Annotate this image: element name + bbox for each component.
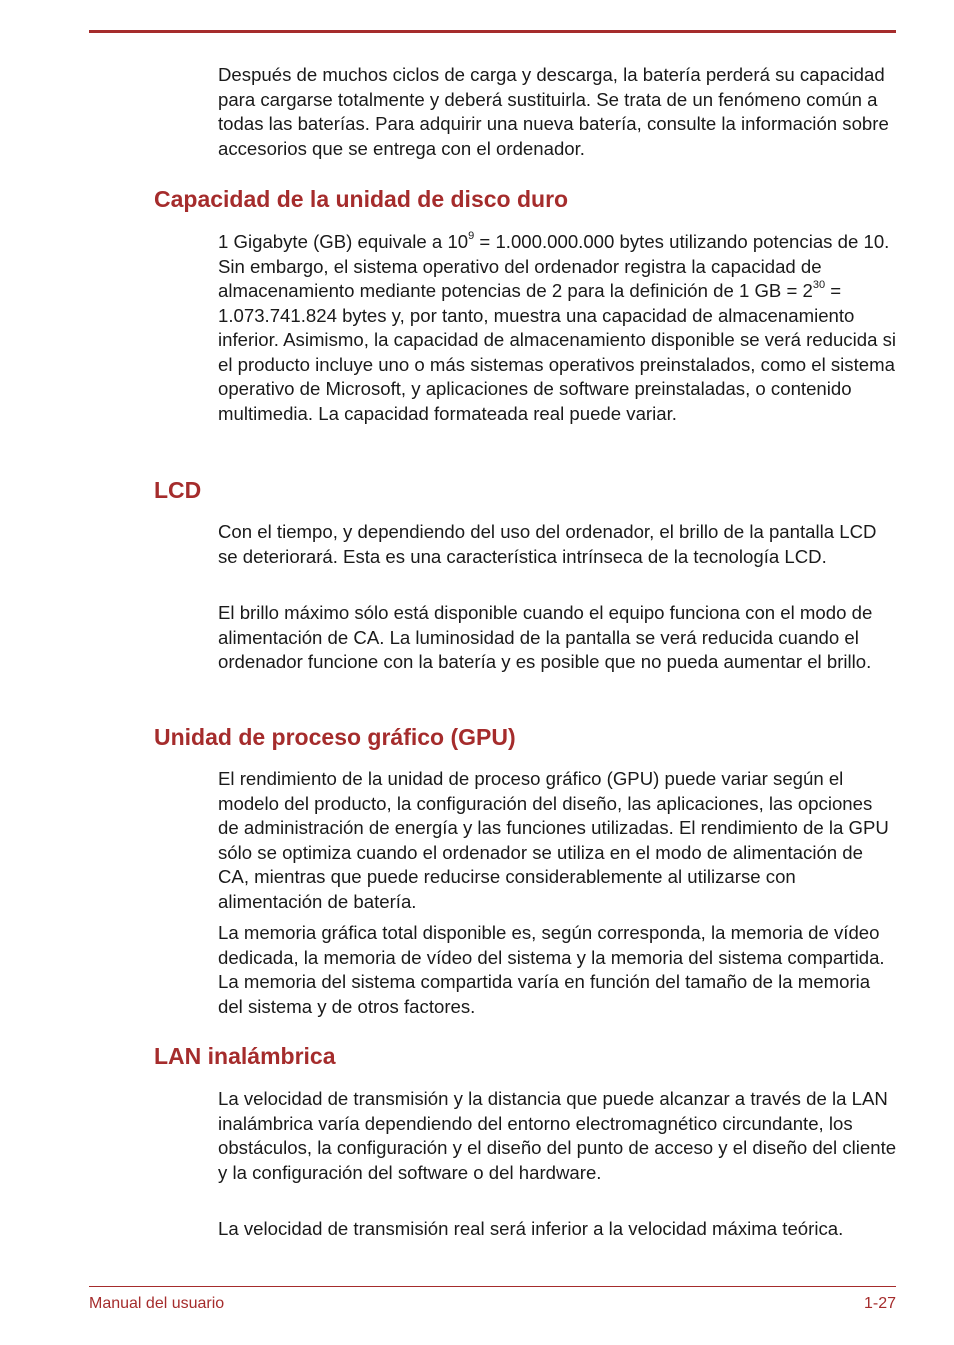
intro-paragraph: Después de muchos ciclos de carga y descarga, la batería perderá su capacidad para cargarse totalmente y deberá sustituirla. Se trata de un fenómeno común a todas las baterías. Para adquirir una nueva batería, consulte la información sobre accesorios que se entrega con el ordenador.	[218, 64, 889, 159]
wlan-paragraph-1: La velocidad de transmisión y la distancia que puede alcanzar a través de la LAN inalámbrica varía dependiendo del entorno electromagnético circundante, los obstáculos, la configuración y el diseño del punto de acceso y el diseño del cliente y la configuración del software o del hardware.	[218, 1088, 897, 1183]
section-heading-lcd: LCD	[154, 477, 202, 503]
hdd-superscript-2: 30	[812, 278, 826, 291]
lcd-paragraph-1: Con el tiempo, y dependiendo del uso del ordenador, el brillo de la pantalla LCD se deteriorará. Esta es una característica intrínseca de la tecnología LCD.	[218, 521, 877, 567]
hdd-text-b: = 1.000.000.000 bytes utilizando potencias de 10. Sin embargo, el sistema operativo del ordenador registra la capacidad de almacenamiento mediante potencias de 2 para la definición de 1 GB = 2	[218, 231, 890, 301]
hdd-superscript-1: 9	[468, 229, 475, 242]
footer-page-number: 1-27	[863, 1295, 896, 1312]
footer-rule	[89, 1286, 896, 1287]
footer-manual-title: Manual del usuario	[89, 1295, 225, 1312]
hdd-paragraph	[218, 230, 898, 426]
gpu-paragraph-1: El rendimiento de la unidad de proceso gráfico (GPU) puede variar según el modelo del producto, la configuración del diseño, las aplicaciones, las opciones de administración de energía y las funciones utilizadas. El rendimiento de la GPU sólo se optimiza cuando el ordenador se utiliza en el modo de alimentación de CA, mientras que puede reducirse considerablemente al utilizarse con alimentación de batería.	[218, 768, 889, 912]
hdd-text-a: 1 Gigabyte (GB) equivale a 10	[218, 231, 469, 252]
header-rule	[89, 30, 896, 33]
hdd-text-c: = 1.073.741.824 bytes y, por tanto, muestra una capacidad de almacenamiento inferior. Asimismo, la capacidad de almacenamiento disponible se verá reducida si el producto incluye uno o más sistemas operativos preinstalados, como el sistema operativo de Microsoft, y aplicaciones de software preinstaladas, o contenido multimedia. La capacidad formateada real puede variar.	[218, 280, 896, 424]
wlan-paragraph-2: La velocidad de transmisión real será inferior a la velocidad máxima teórica.	[218, 1218, 844, 1239]
section-heading-hdd: Capacidad de la unidad de disco duro	[154, 186, 569, 212]
section-heading-gpu: Unidad de proceso gráfico (GPU)	[154, 724, 516, 750]
section-heading-wlan: LAN inalámbrica	[154, 1043, 336, 1069]
gpu-paragraph-2: La memoria gráfica total disponible es, según corresponda, la memoria de vídeo dedicada, la memoria de vídeo del sistema y la memoria del sistema compartida. La memoria del sistema compartida varía en función del tamaño de la memoria del sistema y de otros factores.	[218, 922, 885, 1017]
lcd-paragraph-2: El brillo máximo sólo está disponible cuando el equipo funciona con el modo de alimentación de CA. La luminosidad de la pantalla se verá reducida cuando el ordenador funcione con la batería y es posible que no pueda aumentar el brillo.	[218, 602, 873, 672]
